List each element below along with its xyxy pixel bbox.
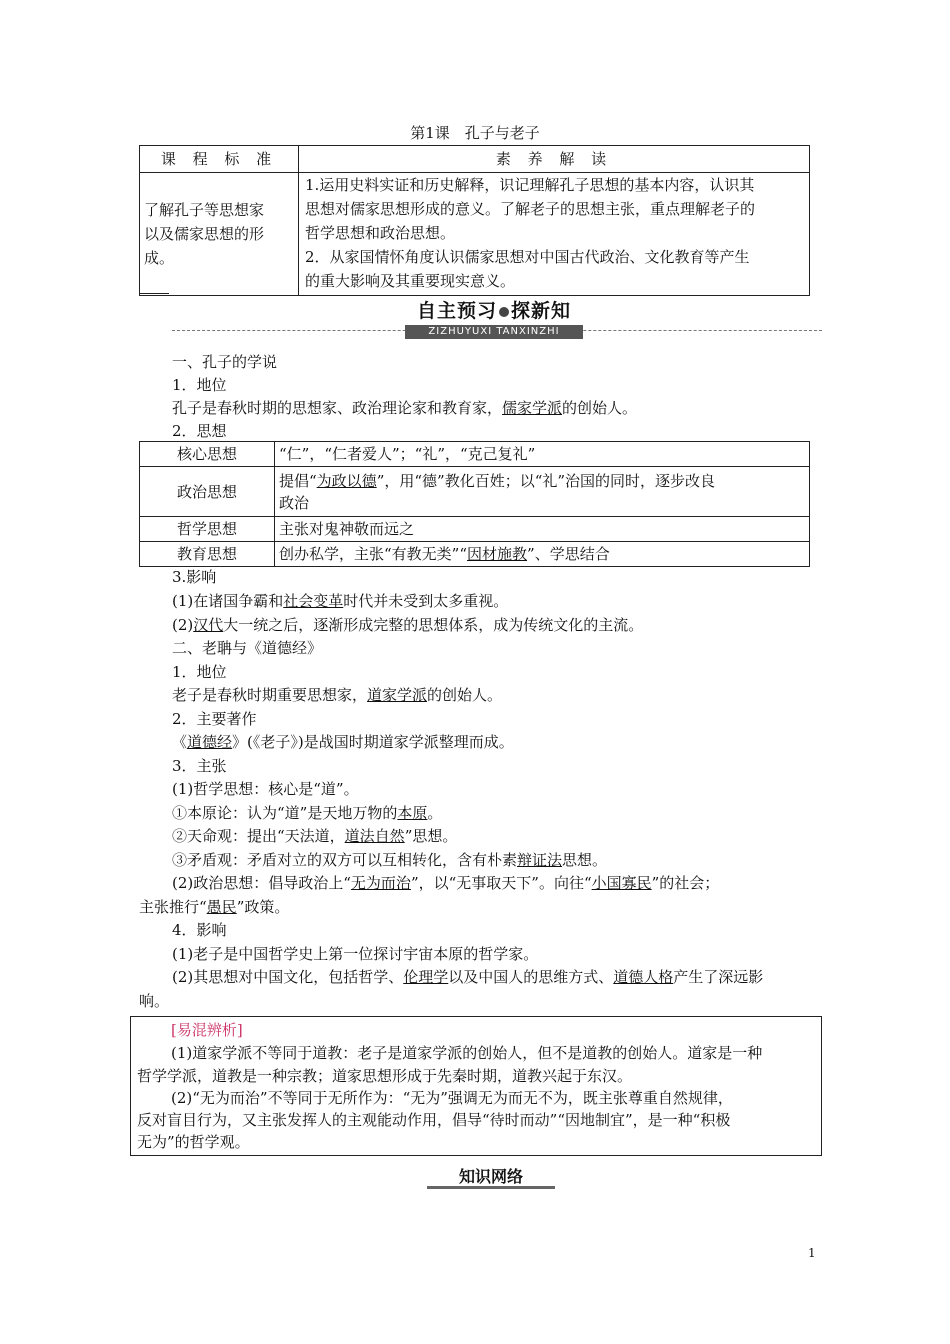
banner-dot-icon: [499, 307, 509, 317]
s1-position-label: 1．地位: [172, 376, 227, 394]
s2-claim-contradiction: ③矛盾观：矛盾对立的双方可以互相转化，含有朴素辩证法思想。: [172, 851, 608, 869]
thought-value: 创办私学，主张“有教无类”“因材施教”、学思结合: [275, 542, 810, 567]
note-line: (1)道家学派不等同于道教：老子是道家学派的创始人，但不是道教的创始人。道家是一种: [171, 1044, 763, 1062]
s2-position-label: 1．地位: [172, 663, 227, 681]
s2-position-text: 老子是春秋时期重要思想家，道家学派的创始人。: [172, 686, 503, 704]
thought-value: 提倡“为政以德”，用“德”教化百姓；以“礼”治国的同时，逐步改良 政治: [275, 467, 810, 517]
knowledge-net-heading: 知识网络: [458, 1167, 523, 1186]
standards-line: 成。: [144, 249, 175, 267]
s2-works-label: 2．主要著作: [172, 710, 257, 728]
section2-heading: 二、老聃与《道德经》: [172, 639, 323, 657]
literacy-line: 哲学思想和政治思想。: [305, 224, 456, 242]
thought-value: 主张对鬼神敬而远之: [275, 517, 810, 542]
s2-influence-1: (1)老子是中国哲学史上第一位探讨宇宙本原的哲学家。: [172, 945, 539, 963]
literacy-line: 2．从家国情怀角度认识儒家思想对中国古代政治、文化教育等产生: [305, 248, 750, 266]
header-literacy: 素 养 解 读: [299, 146, 810, 173]
s2-influence-label: 4．影响: [172, 921, 227, 939]
note-line: (2)“无为而治”不等同于无所作为：“无为”强调无为而无不为，既主张尊重自然规律，: [171, 1089, 733, 1107]
thought-key: 教育思想: [140, 542, 275, 567]
note-line: 无为”的哲学观。: [137, 1133, 250, 1151]
confucius-thought-table: [139, 441, 810, 567]
thought-key: 哲学思想: [140, 517, 275, 542]
s1-thought-label: 2．思想: [172, 422, 227, 440]
literacy-line: 的重大影响及其重要现实意义。: [305, 272, 516, 290]
knowledge-net-rule: [427, 1186, 555, 1189]
banner-right-text: 探新知: [511, 300, 572, 322]
s2-claim-politics-cont: 主张推行“愚民”政策。: [139, 898, 290, 916]
section1-heading: 一、孔子的学说: [172, 353, 278, 371]
note-line: 反对盲目行为，又主张发挥人的主观能动作用，倡导“待时而动”“因地制宜”，是一种“积极: [137, 1111, 731, 1129]
header-standards: 课 程 标 准: [140, 146, 299, 173]
literacy-line: 1.运用史料实证和历史解释，识记理解孔子思想的基本内容，认识其: [305, 176, 755, 194]
thought-key: 政治思想: [140, 467, 275, 517]
table-tail-rule: [139, 293, 169, 294]
lesson-title: 第1课 孔子与老子: [410, 124, 540, 142]
banner-left-text: 自主预习: [416, 300, 497, 322]
literacy-line: 思想对儒家思想形成的意义。了解老子的思想主张，重点理解老子的: [305, 200, 756, 218]
s2-influence-2-cont: 响。: [139, 992, 170, 1010]
s1-position-text: 孔子是春秋时期的思想家、政治理论家和教育家，儒家学派的创始人。: [172, 399, 638, 417]
standards-line: 以及儒家思想的形: [144, 225, 265, 243]
thought-key: 核心思想: [140, 442, 275, 467]
banner-subtitle: ZIZHUYUXI TANXINZHI: [405, 325, 583, 339]
s1-influence-2: (2)汉代大一统之后，逐渐形成完整的思想体系，成为传统文化的主流。: [172, 616, 644, 634]
s1-influence-label: 3.影响: [172, 568, 217, 586]
page-number: 1: [808, 1246, 816, 1260]
s2-works-text: 《道德经》(《老子》)是战国时期道家学派整理而成。: [172, 733, 514, 751]
s2-claim-origin: ①本原论：认为“道”是天地万物的本原。: [172, 804, 443, 822]
s2-claim-politics: (2)政治思想：倡导政治上“无为而治”，以“无事取天下”。向往“小国寡民”的社会；: [172, 874, 720, 892]
note-label: [易混辨析]: [171, 1021, 243, 1039]
s2-claim-heaven: ②天命观：提出“天法道，道法自然”思想。: [172, 827, 458, 845]
standards-cell: [140, 173, 299, 296]
s1-influence-1: (1)在诸国争霸和社会变革时代并未受到太多重视。: [172, 592, 509, 610]
s2-claim-philosophy: (1)哲学思想：核心是“道”。: [172, 780, 359, 798]
thought-value: “仁”，“仁者爱人”；“礼”，“克己复礼”: [275, 442, 810, 467]
note-box: [130, 1016, 822, 1156]
section-banner: [405, 299, 583, 323]
standards-line: 了解孔子等思想家: [144, 201, 265, 219]
note-line: 哲学学派，道教是一种宗教；道家思想形成于先秦时期，道教兴起于东汉。: [137, 1067, 633, 1085]
literacy-cell: [299, 173, 810, 296]
s2-claims-label: 3．主张: [172, 757, 227, 775]
curriculum-standards-table: [139, 145, 810, 296]
s2-influence-2: (2)其思想对中国文化，包括哲学、伦理学以及中国人的思维方式、道德人格产生了深远影: [172, 968, 764, 986]
